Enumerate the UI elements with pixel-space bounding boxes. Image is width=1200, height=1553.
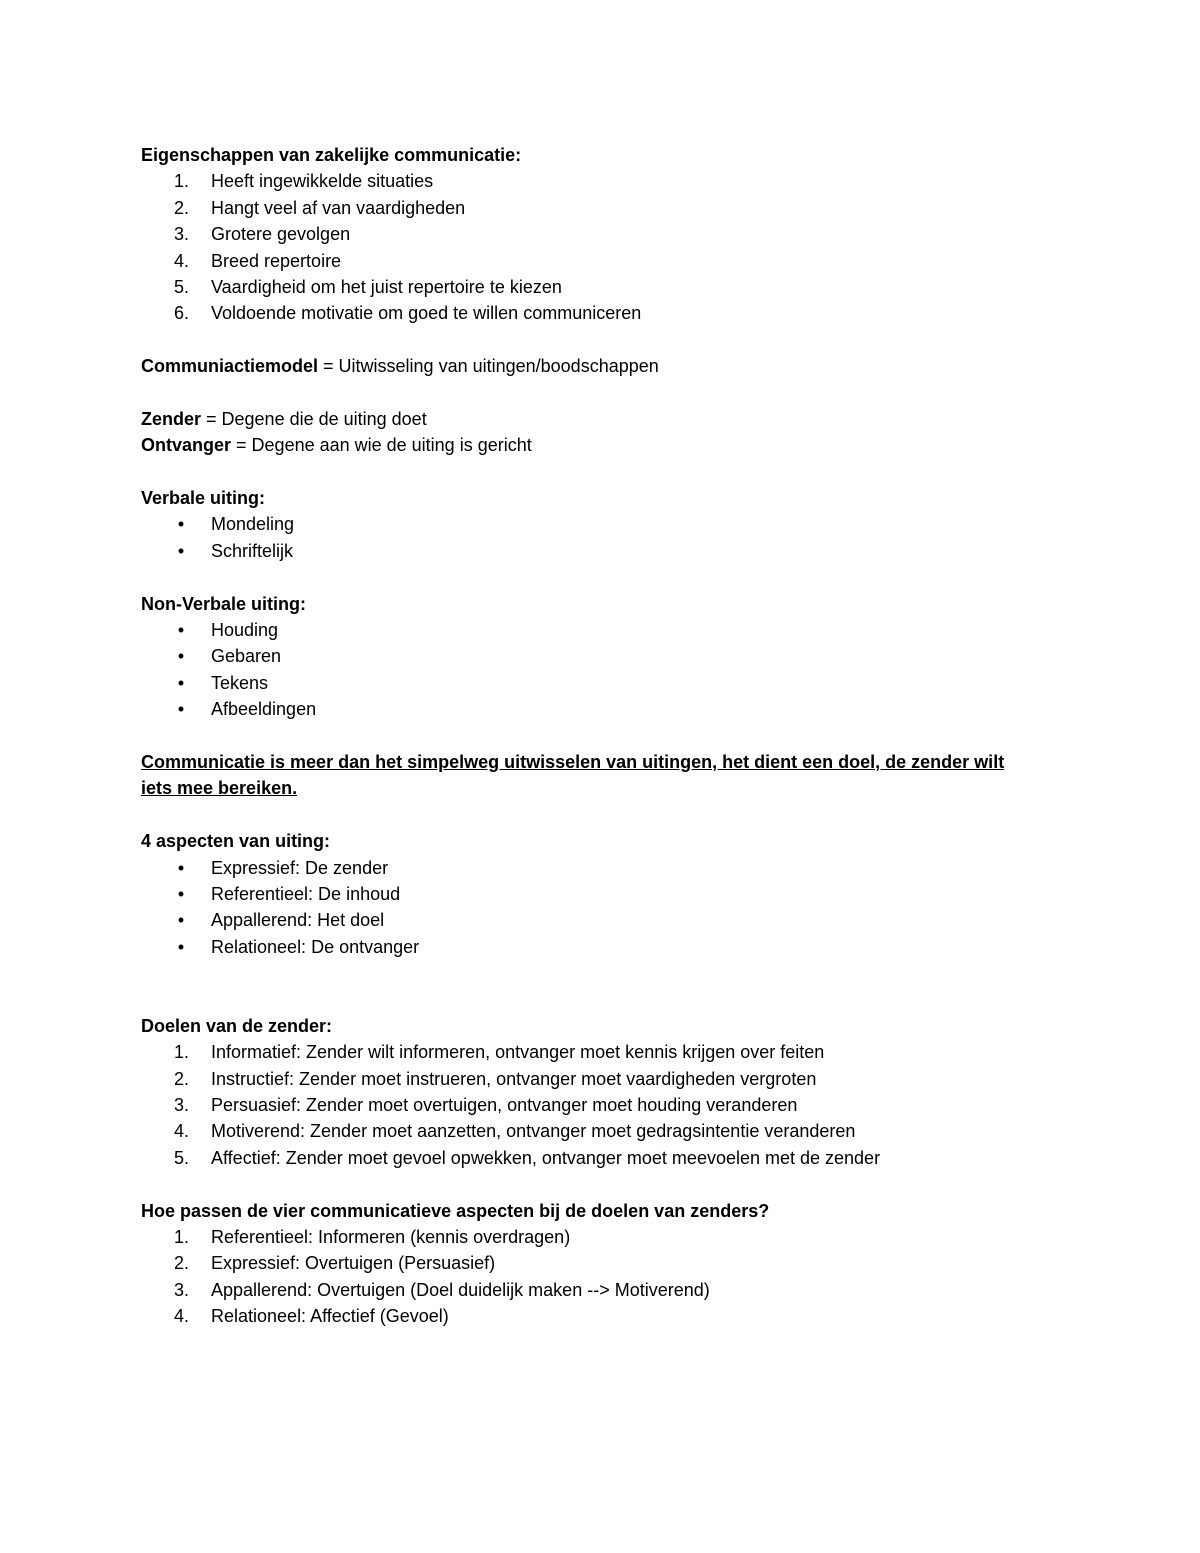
document-page [141,142,1071,1330]
list-number: 5. [174,276,190,297]
bullet-icon: • [177,910,185,931]
definition-text: = Degene die de uiting doet [201,408,427,429]
list-item-text: Grotere gevolgen [211,224,351,245]
list-number: 2. [174,1068,190,1089]
list-number: 3. [174,224,190,245]
list-item-text: Gebaren [211,646,282,667]
bullet-icon: • [177,672,185,693]
spacer [141,802,1071,828]
list-number: 4. [174,250,190,271]
list-item [141,1145,1071,1171]
list-number: 2. [174,1253,190,1274]
list-item-text: Affectief: Zender moet gevoel opwekken, ontvanger moet meevoelen met de zender [211,1147,881,1168]
list-item [141,538,1071,564]
list-item [141,907,1071,933]
list-item [141,300,1071,326]
list-item [141,617,1071,643]
list-item-text: Houding [211,620,279,641]
list-item-text: Referentieel: Informeren (kennis overdragen) [211,1227,571,1248]
spacer [141,327,1071,353]
heading-aspecten: 4 aspecten van uiting: [141,831,331,852]
bullet-icon: • [177,514,185,535]
list-item [141,881,1071,907]
list-number: 3. [174,1279,190,1300]
list-item [141,511,1071,537]
list-item [141,934,1071,960]
definition-model [141,353,1071,379]
definition-term: Ontvanger [141,435,232,456]
list-item [141,1224,1071,1250]
list-item [141,1066,1071,1092]
list-item-text: Voldoende motivatie om goed te willen communiceren [211,303,642,324]
bullet-icon: • [177,646,185,667]
list-item [141,1118,1071,1144]
heading-eigenschappen: Eigenschappen van zakelijke communicatie: [141,145,522,165]
spacer [141,723,1071,749]
definition-term: Zender [141,408,202,429]
list-item [141,1092,1071,1118]
bullet-icon: • [177,699,185,720]
list-item [141,696,1071,722]
list-item-text: Schriftelijk [211,540,294,561]
list-item [141,1039,1071,1065]
list-number: 2. [174,197,190,218]
heading-doelen: Doelen van de zender: [141,1015,333,1036]
bullet-icon: • [177,540,185,561]
bullet-icon: • [177,857,185,878]
spacer [141,459,1071,485]
definition-text: = Uitwisseling van uitingen/boodschappen [318,356,659,377]
list-number: 1. [174,1042,190,1063]
key-statement-line-1: Communicatie is meer dan het simpelweg uitwisselen van uitingen, het dient een doel, de zender wilt [141,751,1005,772]
list-item-text: Referentieel: De inhoud [211,883,401,904]
list-item [141,168,1071,194]
list-item-text: Vaardigheid om het juist repertoire te kiezen [211,276,562,297]
list-number: 1. [174,171,190,192]
list-item-text: Hangt veel af van vaardigheden [211,197,466,218]
bullet-icon: • [177,936,185,957]
spacer [141,960,1071,1013]
spacer [141,380,1071,406]
heading-non-verbale-uiting: Non-Verbale uiting: [141,593,307,614]
list-number: 3. [174,1095,190,1116]
list-item-text: Relationeel: De ontvanger [211,936,420,957]
list-item-text: Breed repertoire [211,250,342,271]
definition-term: Communiactiemodel [141,356,319,377]
list-item [141,1277,1071,1303]
list-item-text: Motiverend: Zender moet aanzetten, ontvanger moet gedragsintentie veranderen [211,1121,856,1142]
heading-koppeling: Hoe passen de vier communicatieve aspecten bij de doelen van zenders? [141,1200,770,1221]
list-item-text: Heeft ingewikkelde situaties [211,171,434,192]
definition-ontvanger [141,432,1071,458]
list-item-text: Afbeeldingen [211,699,317,720]
list-item-text: Appallerend: Het doel [211,910,385,931]
list-item [141,1303,1071,1329]
list-item [141,670,1071,696]
bullet-icon: • [177,883,185,904]
list-item [141,855,1071,881]
list-item-text: Tekens [211,672,269,693]
definition-zender [141,406,1071,432]
list-item-text: Expressief: De zender [211,857,389,878]
key-statement-line-2: iets mee bereiken. [141,778,298,799]
list-item [141,1250,1071,1276]
definition-text: = Degene aan wie de uiting is gericht [231,435,532,456]
spacer [141,564,1071,590]
list-item-text: Instructief: Zender moet instrueren, ontvanger moet vaardigheden vergroten [211,1068,817,1089]
list-item [141,248,1071,274]
list-item-text: Mondeling [211,514,295,535]
list-item-text: Expressief: Overtuigen (Persuasief) [211,1253,496,1274]
list-item-text: Informatief: Zender wilt informeren, ontvanger moet kennis krijgen over feiten [211,1042,825,1063]
list-item-text: Relationeel: Affectief (Gevoel) [211,1306,449,1327]
list-number: 6. [174,303,190,324]
list-item-text: Persuasief: Zender moet overtuigen, ontvanger moet houding veranderen [211,1095,798,1116]
list-item [141,274,1071,300]
list-item-text: Appallerend: Overtuigen (Doel duidelijk maken --> Motiverend) [211,1279,710,1300]
list-number: 5. [174,1147,190,1168]
bullet-icon: • [177,620,185,641]
heading-verbale-uiting: Verbale uiting: [141,488,266,509]
list-number: 1. [174,1227,190,1248]
list-number: 4. [174,1306,190,1327]
list-number: 4. [174,1121,190,1142]
list-item [141,221,1071,247]
spacer [141,1171,1071,1197]
list-item [141,643,1071,669]
list-item [141,195,1071,221]
